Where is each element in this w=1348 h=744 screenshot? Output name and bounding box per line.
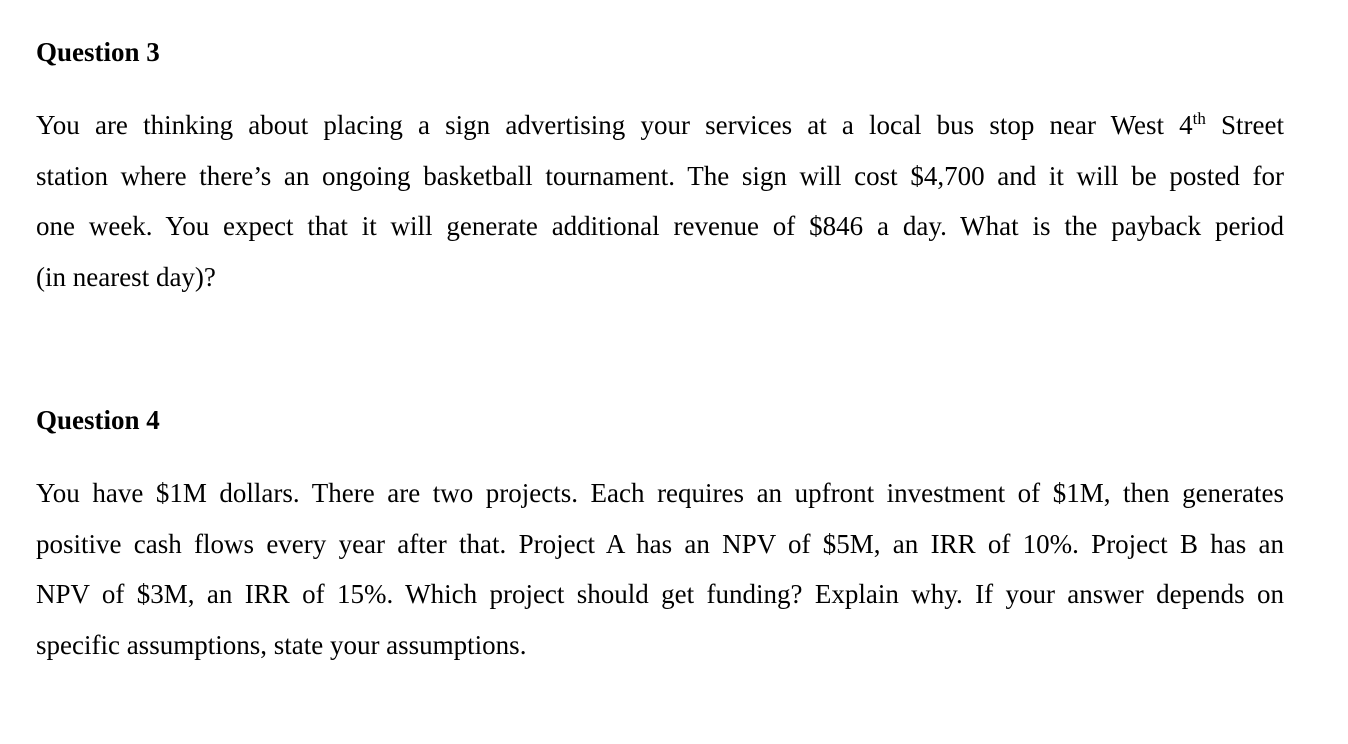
- ordinal-suffix: th: [1192, 109, 1206, 128]
- question-3-line-3: one week. You expect that it will generate additional revenue of $846 a day. What is the payback period: [36, 211, 1284, 241]
- question-3-line-4: (in nearest day)?: [36, 261, 216, 292]
- question-3-heading: Question 3: [36, 37, 160, 67]
- question-4-body: [36, 468, 1284, 670]
- question-4-line-3: NPV of $3M, an IRR of 15%. Which project should get funding? Explain why. If your answer depends on: [36, 579, 1284, 609]
- question-3-body: [36, 100, 1284, 302]
- question-4-line-2: positive cash flows every year after that. Project A has an NPV of $5M, an IRR of 10%. Project B has an: [36, 528, 1284, 559]
- question-4-heading: Question 4: [36, 405, 160, 435]
- question-3-line-1: You are thinking about placing a sign advertising your services at a local bus stop near West 4th Street: [36, 109, 1284, 140]
- question-3-line-2: station where there’s an ongoing basketball tournament. The sign will cost $4,700 and it will be posted for: [36, 160, 1284, 191]
- question-4-line-4: specific assumptions, state your assumptions.: [36, 629, 527, 660]
- question-4-line-1: You have $1M dollars. There are two projects. Each requires an upfront investment of $1M, then generates: [36, 478, 1284, 508]
